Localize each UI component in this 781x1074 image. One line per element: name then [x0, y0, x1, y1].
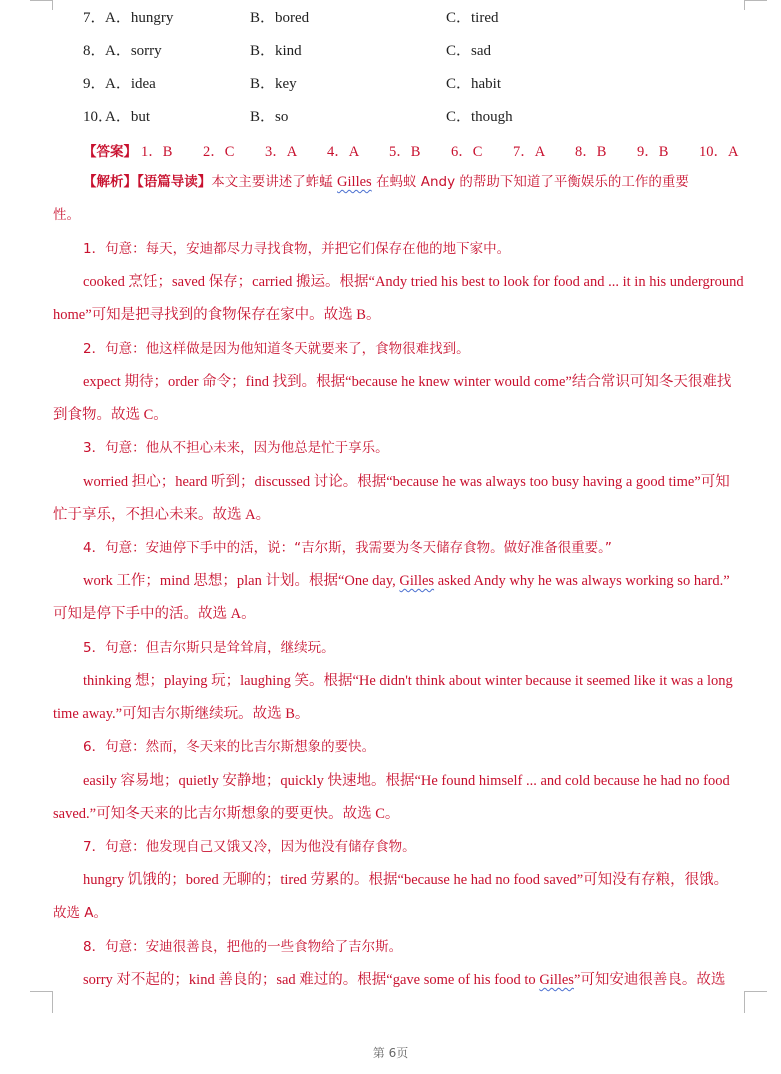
q4-text: asked Andy why he was always working so hard.”	[434, 573, 730, 589]
crop-mark-bottom-right	[745, 991, 767, 992]
answer-item: 6．C	[451, 144, 483, 160]
crop-mark-bottom-left-vertical	[52, 991, 53, 1013]
page-number: 第 6页	[372, 1046, 409, 1060]
crop-mark-bottom-right-vertical	[744, 991, 745, 1013]
option-c: C．though	[446, 109, 513, 125]
q4-meaning: 4．句意：安迪停下手中的活，说：“吉尔斯，我需要为冬天储存食物。做好准备很重要。”	[83, 540, 612, 556]
intro-text: 本文主要讲述了蚱蜢	[211, 174, 338, 190]
option-a: A．but	[105, 109, 151, 125]
answer-item: 10．A	[699, 144, 739, 160]
answer-item: 9．B	[637, 144, 669, 160]
analysis-label: 【解析】	[83, 174, 137, 190]
q4-explanation	[83, 570, 753, 592]
spellcheck-word: Gilles	[539, 972, 574, 988]
q1-meaning: 1．句意：每天，安迪都尽力寻找食物，并把它们保存在他的地下家中。	[83, 241, 511, 257]
intro-text: 在蚂蚁 Andy 的帮助下知道了平衡娱乐的工作的重要	[371, 174, 689, 190]
answer-item: 8．B	[575, 144, 607, 160]
q1-conclusion: home”可知是把寻找到的食物保存在家中。故选 B。	[53, 307, 381, 323]
q8-meaning: 8．句意：安迪很善良，把他的一些食物给了吉尔斯。	[83, 939, 403, 955]
q1-explanation: cooked 烹饪；saved 保存；carried 搬运。根据“Andy tried his best to look for food and ... it in his underground	[83, 274, 744, 290]
q3-explanation: worried 担心；heard 听到；discussed 讨论。根据“because he was always too busy having a good time”可知	[83, 474, 730, 490]
answer-item: 5．B	[389, 144, 421, 160]
option-number: 10．	[83, 109, 114, 125]
option-a: A．idea	[105, 76, 156, 92]
option-number: 9．	[83, 76, 106, 92]
answer-label: 【答案】	[83, 144, 137, 160]
option-c: C．habit	[446, 76, 501, 92]
crop-mark-top-right	[745, 0, 767, 1]
analysis-intro	[83, 171, 753, 193]
q6-conclusion: saved.”可知冬天来的比吉尔斯想象的要更快。故选 C。	[53, 806, 400, 822]
q5-meaning: 5．句意：但吉尔斯只是耸耸肩，继续玩。	[83, 640, 335, 656]
answer-item: 2．C	[203, 144, 235, 160]
option-number: 8．	[83, 43, 106, 59]
option-b: B．bored	[250, 10, 310, 26]
q7-conclusion: 故选 A。	[53, 905, 108, 921]
q3-conclusion: 忙于享乐，不担心未来。故选 A。	[53, 507, 271, 523]
answer-item: 1．B	[141, 144, 173, 160]
option-a: A．sorry	[105, 43, 162, 59]
option-row	[0, 6, 781, 28]
q8-explanation	[83, 969, 753, 991]
q4-conclusion: 可知是停下手中的活。故选 A。	[53, 606, 256, 622]
answer-item: 7．A	[513, 144, 546, 160]
crop-mark-bottom-left	[30, 991, 52, 992]
option-b: B．so	[250, 109, 289, 125]
q2-meaning: 2．句意：他这样做是因为他知道冬天就要来了，食物很难找到。	[83, 341, 470, 357]
crop-mark-top-left	[30, 0, 52, 1]
passage-guide-label: 【语篇导读】	[137, 174, 212, 190]
option-c: C．tired	[446, 10, 499, 26]
answer-item: 4．A	[327, 144, 360, 160]
answer-item: 3．A	[265, 144, 298, 160]
q4-text: work 工作；mind 思想；plan 计划。根据“One day,	[83, 573, 400, 589]
option-b: B．kind	[250, 43, 302, 59]
q2-conclusion: 到食物。故选 C。	[53, 407, 168, 423]
q8-text: sorry 对不起的；kind 善良的；sad 难过的。根据“gave some of his food to	[83, 972, 540, 988]
q8-text: ”可知安迪很善良。故选	[573, 972, 726, 988]
q7-meaning: 7．句意：他发现自己又饿又冷，因为他没有储存食物。	[83, 839, 416, 855]
spellcheck-word: Gilles	[337, 174, 372, 190]
option-a: A．hungry	[105, 10, 174, 26]
q7-explanation: hungry 饥饿的；bored 无聊的；tired 劳累的。根据“because he had no food saved”可知没有存粮，很饿。	[83, 872, 729, 888]
q2-explanation: expect 期待；order 命令；find 找到。根据“because he knew winter would come”结合常识可知冬天很难找	[83, 374, 732, 390]
q5-conclusion: time away.”可知吉尔斯继续玩。故选 B。	[53, 706, 310, 722]
option-c: C．sad	[446, 43, 492, 59]
q3-meaning: 3．句意：他从不担心未来，因为他总是忙于享乐。	[83, 440, 389, 456]
q6-explanation: easily 容易地；quietly 安静地；quickly 快速地。根据“He found himself ... and cold because he had no food	[83, 773, 730, 789]
option-row	[0, 39, 781, 61]
option-b: B．key	[250, 76, 297, 92]
option-number: 7．	[83, 10, 106, 26]
q6-meaning: 6．句意：然而，冬天来的比吉尔斯想象的要快。	[83, 739, 376, 755]
intro-continued: 性。	[53, 207, 80, 223]
answer-key	[83, 140, 753, 162]
q5-explanation: thinking 想；playing 玩；laughing 笑。根据“He didn't think about winter because it seemed like it was a long	[83, 673, 733, 689]
spellcheck-word: Gilles	[399, 573, 435, 589]
option-row	[0, 105, 781, 127]
option-row	[0, 72, 781, 94]
